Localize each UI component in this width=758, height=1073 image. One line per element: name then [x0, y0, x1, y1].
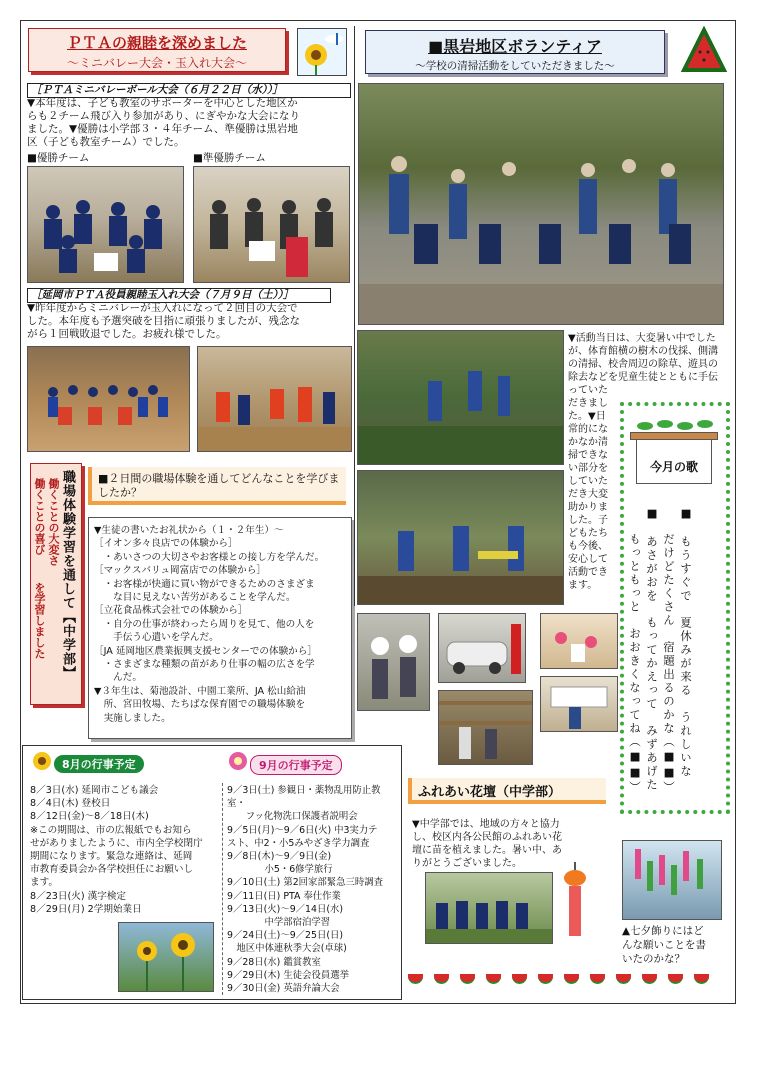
volunteer-area-border	[354, 26, 355, 606]
work-question-box	[88, 467, 346, 505]
runnerup-label: ■準優勝チーム	[193, 152, 266, 164]
volunteer-group-photo	[358, 83, 724, 325]
tamaire-header: ［延岡市ＰＴＡ役員親睦玉入れ大会（７月９日（土））］	[27, 288, 331, 303]
song-title: 今月の歌	[649, 460, 698, 474]
august-title-text: 8月の行事予定	[54, 755, 144, 773]
work-vertical-title: 職場体験学習を通して【中学部】	[60, 470, 75, 680]
volleyball-text: ▼本年度は、子ども教室のサポーターを中心とした地区か らも２チーム飛び入り参加があり、にぎやかな大会になり ました。▼優勝は小学部３・４年チーム、準優勝は黒岩地 区（子ども教室チーム）でした。	[27, 97, 300, 148]
work-photo-car	[438, 613, 526, 683]
volunteer-work-photo-2	[357, 470, 564, 605]
work-photo-shop	[540, 676, 618, 732]
work-vertical-box	[30, 463, 82, 705]
work-question: ■２日間の職場体験を通してどんなことを学びましたか？	[98, 472, 340, 499]
work-body: ▼生徒の書いたお礼状から（１・２年生）～ ［イオン多々良店での体験から］ ・あいさつの大切さやお客様との接し方を学んだ。 ［マックスバリュ岡富店での体験から］ ・お客様が快適に買い物ができるためのさまざま な目に見えない苦労があることを学んだ。 ［立花食品株式会社での体験から］ ・自分の仕事が終わったら周りを見て、他の人を 手伝う心遣いを学んだ。 ［JA 延岡地区農業振興支援センターでの体験から］ ・さまざまな種類の苗があり仕事の幅の広さを学 んだ。 ▼３年生は、菊池設計、中園工業所、JA 松山給油 所、宮田牧場、たちばな保育園での職場体験を 実施しました。	[94, 525, 325, 724]
watermelon-border	[408, 974, 730, 988]
pta-title-box	[28, 28, 286, 72]
pta-title: ＰＴＡの親睦を深めました	[66, 34, 247, 52]
work-photo-helmets	[357, 613, 430, 711]
tamaire-text: ▼昨年度からミニバレーが玉入れになって２回目の大会で した。本年度も予選突破を目指に頑張りましたが、残念な がら１回戦敗退でした。お疲れ様でした。	[27, 302, 300, 340]
august-title	[30, 752, 160, 772]
song-lines: ■ もうすぐで 夏休みが来る うれしいな だけどたくさん 宿題出るのかな（■■） ■ あさがおを もってかえって みずあげた もっともっと おおきくなってね（■■）	[628, 506, 693, 795]
work-photo-farm	[438, 690, 533, 765]
volunteer-text: ▼活動当日は、大変暑い中でした が、体育館横の樹木の伐採、側溝 の清掃、校舎周辺の除草、遊具の 除去などを児童生徒とともに手伝 っていた だきまし た。▼日 常的にな かなか清 掃できな い部分を していた だき大変 助かりま した。子 どもたち も今後、 安心して 活動でき ます。	[568, 333, 718, 591]
september-title-text: 9月の行事予定	[250, 755, 342, 775]
sunflower-icon	[297, 28, 347, 76]
song-pot	[630, 428, 718, 486]
volunteer-title: ■黒岩地区ボランティア	[428, 37, 602, 56]
tamaire-group-photo	[27, 346, 190, 452]
tanabata-text: ▲七夕飾りにはど んな願いことを書 いたのかな？	[622, 925, 706, 965]
flowerbed-text: ▼中学部では、地域の方々と協力 し、校区内各公民館のふれあい花 壇に苗を植えました。暑い中、あ りがとうございました。	[412, 819, 562, 869]
work-photo-nursery	[540, 613, 618, 669]
tanabata-photo	[622, 840, 722, 920]
schedule-divider	[222, 783, 223, 995]
volunteer-work-photo-1	[357, 330, 564, 465]
flowerbed-title: ふれあい花壇（中学部）	[418, 785, 562, 800]
volunteer-subtitle: ～学校の清掃活動をしていただきました～	[415, 60, 615, 72]
champion-label: ■優勝チーム	[27, 152, 90, 164]
sunflower-photo	[118, 922, 214, 992]
sunflower-icon	[30, 750, 54, 772]
work-vertical-sub1: 働くことの大変さ	[47, 478, 60, 566]
flowerbed-photo	[425, 872, 553, 944]
lantern-icon	[560, 862, 590, 940]
flowerbed-title-box	[408, 778, 606, 804]
runnerup-team-photo	[193, 166, 350, 283]
watermelon-icon	[680, 26, 728, 76]
august-list: 8／3日(水) 延岡市こども議会 8／4日(木) 登校日 8／12日(金)～8／18日(木) ※この期間は、市の広報紙でもお知ら せがありましたように、市内全学校閉庁 期間になります。緊急な連絡は、延岡 市教育委員会か各学校担任にお願いし ます。 8／23日(火) 漢字検定 8／29日(月) 2学期始業日	[30, 785, 203, 915]
flower-icon	[226, 750, 250, 772]
work-vertical-sub3: を学習しました	[33, 582, 46, 659]
work-body-box	[88, 517, 352, 739]
september-title	[226, 752, 376, 772]
tamaire-game-photo	[197, 346, 352, 452]
work-vertical-sub2: 働くことの喜び	[33, 478, 46, 555]
september-list: 9／3日(土) 参観日・薬物乱用防止教室・ フッ化物洗口保護者説明会 9／5日(月)～9／6日(火) 中3実力テ スト、中2・小5みやざき学力調査 9／8日(木)～9／9日(金) 小5・6修学旅行 9／10日(土) 第2回家部緊急三時調査 9／11日(日) PTA 奉仕作業 9／13日(火)～9／14日(水) 中学部宿泊学習 9／24日(土)～9／25日(日) 地区中体連秋季大会(卓球) 9／28日(水) 鑑賞教室 9／29日(木) 生徒会役員選挙 9／30日(金) 英語弁論大会	[227, 785, 384, 995]
volleyball-header: ［ＰＴＡミニバレーボール大会（６月２２日（水））］	[27, 83, 351, 98]
pta-subtitle: ～ミニバレー大会・玉入れ大会～	[66, 56, 247, 70]
champion-team-photo	[27, 166, 184, 283]
volunteer-title-box	[365, 30, 665, 74]
